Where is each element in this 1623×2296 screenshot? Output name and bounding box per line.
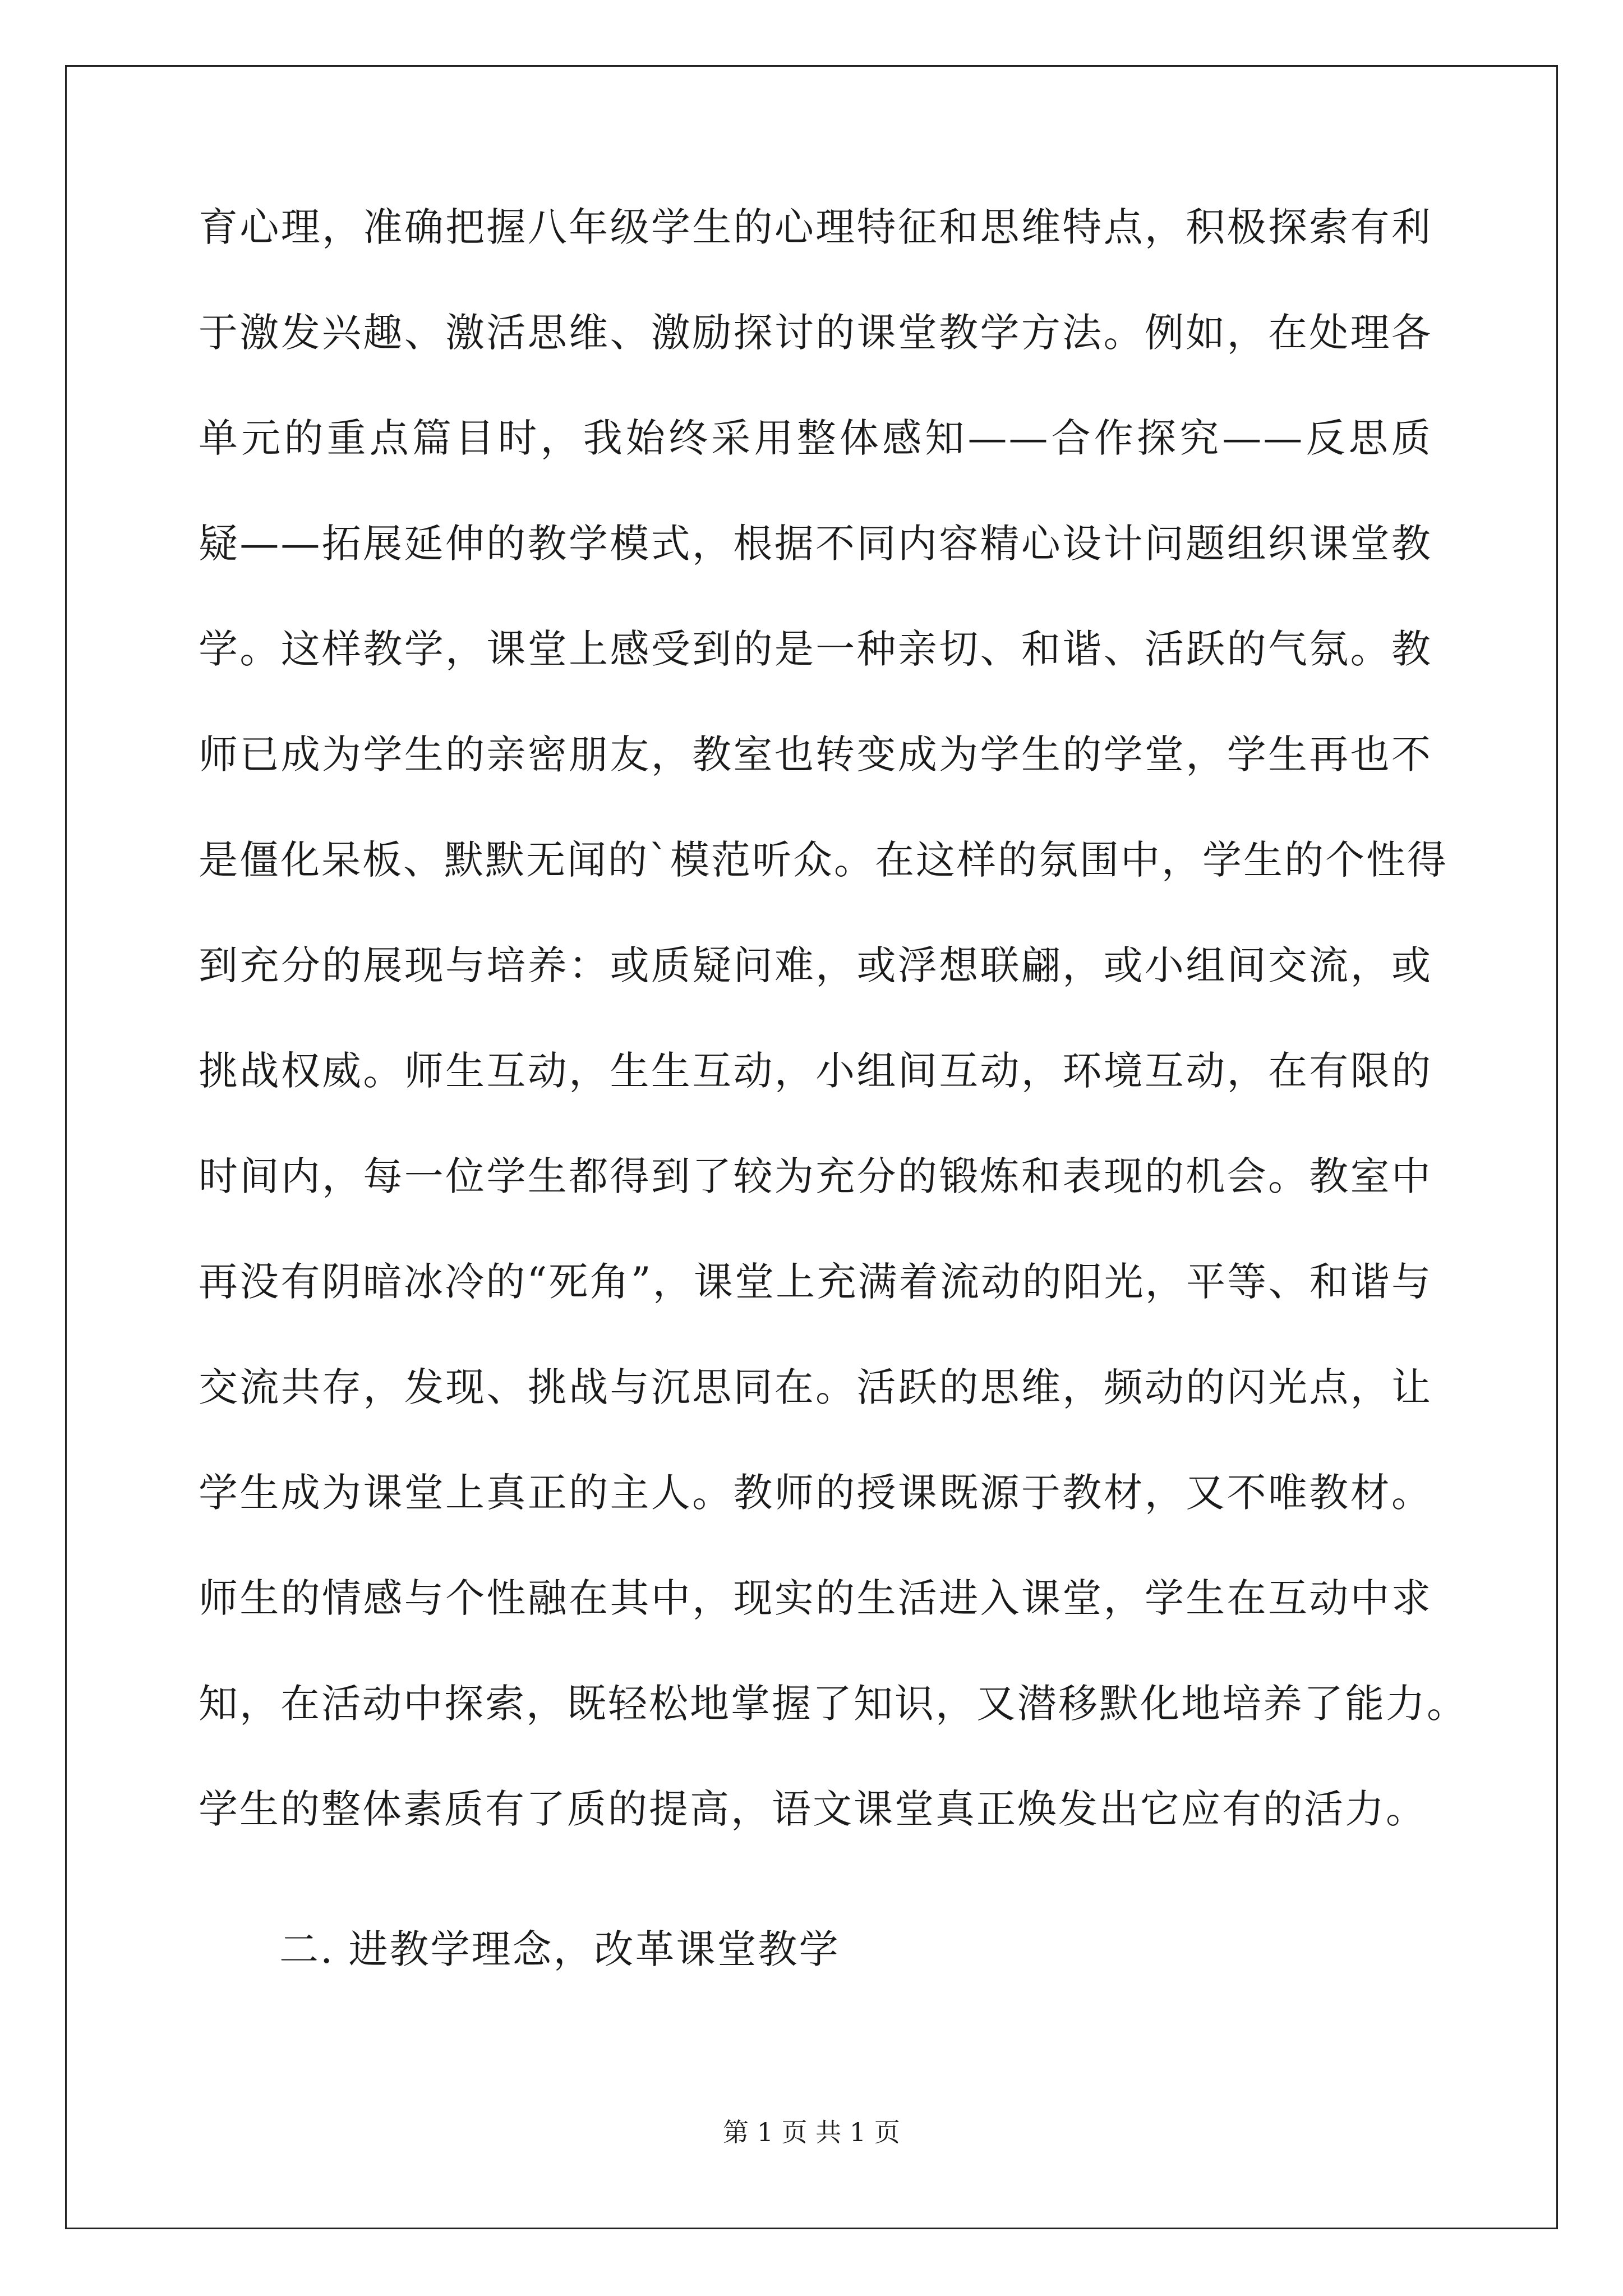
text-line-content: 师生的情感与个性融在其中，现实的生活进入课堂，学生在互动中求: [199, 1575, 1432, 1621]
text-line: [199, 1575, 1432, 1621]
text-line: [199, 1153, 1432, 1199]
text-line-content: 时间内，每一位学生都得到了较为充分的锻炼和表现的机会。教室中: [199, 1153, 1432, 1199]
text-line-content: 育心理，准确把握八年级学生的心理特征和思维特点，积极探索有利: [199, 204, 1432, 250]
text-line-content: 挑战权威。师生互动，生生互动，小组间互动，环境互动，在有限的: [199, 1048, 1432, 1094]
text-line: [199, 1048, 1432, 1094]
text-line-content: 知，在活动中探索，既轻松地掌握了知识，又潜移默化地培养了能力。: [199, 1681, 1468, 1727]
text-line-content: 单元的重点篇目时，我始终采用整体感知——合作探究——反思质: [199, 415, 1432, 461]
text-line-content: 学。这样教学，课堂上感受到的是一种亲切、和谐、活跃的气氛。教: [199, 626, 1432, 672]
text-line: [199, 942, 1432, 988]
text-line: [199, 1470, 1432, 1516]
text-line: [199, 1259, 1432, 1305]
text-line-content: 师已成为学生的亲密朋友，教室也转变成为学生的学堂，学生再也不: [199, 731, 1432, 777]
text-line: [199, 1681, 1468, 1727]
text-line: [199, 837, 1448, 883]
text-line: [199, 204, 1432, 250]
text-line: [199, 626, 1432, 672]
text-line-content: 到充分的展现与培养：或质疑问难，或浮想联翩，或小组间交流，或: [199, 942, 1432, 988]
text-line-content: 学生的整体素质有了质的提高，语文课堂真正焕发出它应有的活力。: [199, 1786, 1427, 1832]
text-line-content: 交流共存，发现、挑战与沉思同在。活跃的思维，频动的闪光点，让: [199, 1364, 1432, 1410]
text-line: [199, 415, 1432, 461]
text-line-content: 于激发兴趣、激活思维、激励探讨的课堂教学方法。例如，在处理各: [199, 310, 1432, 356]
text-line-content: 学生成为课堂上真正的主人。教师的授课既源于教材，又不唯教材。: [199, 1470, 1432, 1516]
document-body: [199, 204, 1468, 1895]
text-line-content: 疑——拓展延伸的教学模式，根据不同内容精心设计问题组织课堂教: [199, 521, 1432, 567]
text-line: [199, 1364, 1432, 1410]
text-line: [199, 731, 1432, 777]
text-line-content: 是僵化呆板、默默无闻的`模范听众。在这样的氛围中，学生的个性得: [199, 837, 1448, 883]
text-line: [199, 1786, 1432, 1832]
page-footer: 第 1 页 共 1 页: [723, 2117, 900, 2147]
text-line-content: 再没有阴暗冰冷的“死角”，课堂上充满着流动的阳光，平等、和谐与: [199, 1259, 1432, 1305]
text-line: [199, 521, 1432, 567]
section-heading: 二. 进教学理念，改革课堂教学: [279, 1926, 840, 1972]
text-line: [199, 310, 1432, 356]
